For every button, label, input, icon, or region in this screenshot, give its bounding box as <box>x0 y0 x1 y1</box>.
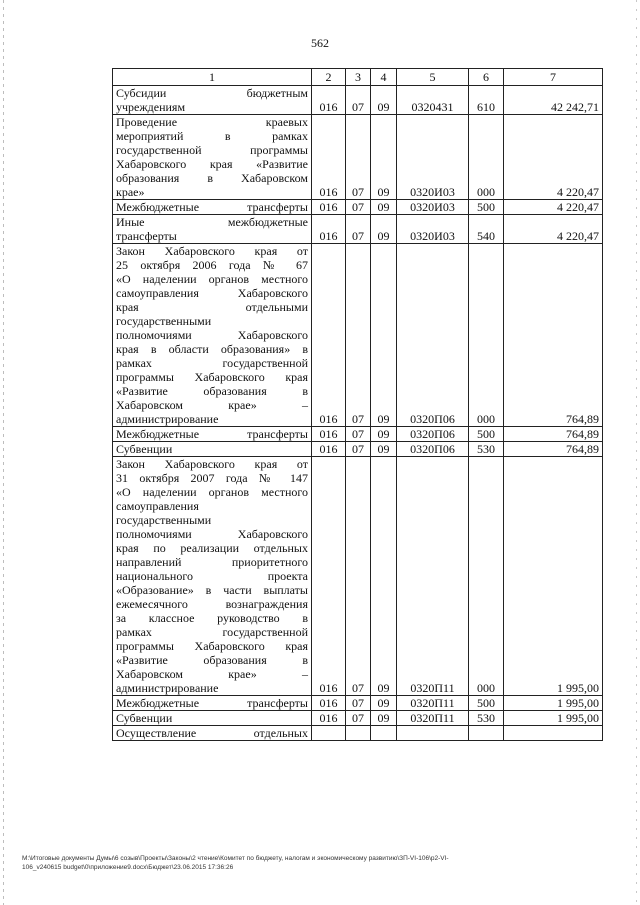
amount-cell: 1 995,00 <box>504 457 603 696</box>
subsection-code-cell: 09 <box>371 200 397 215</box>
header-cell: 6 <box>469 69 504 86</box>
table-row <box>113 86 603 115</box>
target-article-cell: 0320П11 <box>397 457 469 696</box>
expense-type-cell: 500 <box>469 427 504 442</box>
description-line: Осуществление отдельных <box>116 726 308 740</box>
ministry-code-cell: 016 <box>312 427 346 442</box>
section-code-cell: 07 <box>346 427 371 442</box>
table-row <box>113 442 603 457</box>
header-cell: 3 <box>346 69 371 86</box>
table-row <box>113 200 603 215</box>
ministry-code-cell: 016 <box>312 215 346 244</box>
table-row <box>113 711 603 726</box>
description-line: Закон Хабаровского края от <box>116 457 308 471</box>
description-line: программы Хабаровского края <box>116 639 308 653</box>
budget-table <box>112 68 603 741</box>
scan-edge-left <box>3 0 4 905</box>
expense-type-cell: 000 <box>469 457 504 696</box>
description-line: самоуправления <box>116 499 199 513</box>
description-line: учреждениям <box>116 100 186 114</box>
expense-type-cell: 540 <box>469 215 504 244</box>
amount-cell: 1 995,00 <box>504 696 603 711</box>
section-code-cell: 07 <box>346 115 371 200</box>
description-line: государственной программы <box>116 143 308 157</box>
table-row <box>113 115 603 200</box>
section-code-cell: 07 <box>346 442 371 457</box>
description-line: ежемесячного вознаграждения <box>116 597 308 611</box>
description-line: «О наделении органов местного <box>116 272 308 286</box>
description-line: программы Хабаровского края <box>116 370 308 384</box>
target-article-cell: 0320П11 <box>397 711 469 726</box>
table-row <box>113 457 603 696</box>
description-line: Иные межбюджетные <box>116 215 308 229</box>
subsection-code-cell: 09 <box>371 696 397 711</box>
description-line: «Образование» в части выплаты <box>116 583 308 597</box>
header-cell: 7 <box>504 69 603 86</box>
target-article-cell: 0320И03 <box>397 215 469 244</box>
row-description <box>113 442 312 457</box>
description-line: администрирование <box>116 681 219 695</box>
section-code-cell: 07 <box>346 200 371 215</box>
header-cell: 2 <box>312 69 346 86</box>
description-line: рамках государственной <box>116 625 308 639</box>
subsection-code-cell: 09 <box>371 457 397 696</box>
description-line: трансферты <box>116 229 177 243</box>
target-article-cell: 0320И03 <box>397 115 469 200</box>
row-description <box>113 457 312 696</box>
expense-type-cell: 500 <box>469 696 504 711</box>
description-line: Межбюджетные трансферты <box>116 200 308 214</box>
row-description <box>113 215 312 244</box>
description-line: «О наделении органов местного <box>116 485 308 499</box>
file-path-footer <box>22 854 622 872</box>
footer-line: 106_v240615 budget\0\приложение9.docx\Бюджет\23.06.2015 17:36:26 <box>22 864 234 871</box>
ministry-code-cell: 016 <box>312 696 346 711</box>
target-article-cell: 0320П06 <box>397 442 469 457</box>
section-code-cell: 07 <box>346 711 371 726</box>
amount-cell: 4 220,47 <box>504 115 603 200</box>
description-line: Хабаровском крае» – <box>116 667 308 681</box>
section-code-cell: 07 <box>346 457 371 696</box>
description-line: Межбюджетные трансферты <box>116 696 308 710</box>
section-code-cell: 07 <box>346 244 371 427</box>
ministry-code-cell: 016 <box>312 200 346 215</box>
ministry-code-cell: 016 <box>312 457 346 696</box>
description-line: Проведение краевых <box>116 115 308 129</box>
description-line: края отдельными <box>116 300 308 314</box>
expense-type-cell: 610 <box>469 86 504 115</box>
target-article-cell <box>397 726 469 741</box>
header-cell: 4 <box>371 69 397 86</box>
subsection-code-cell: 09 <box>371 115 397 200</box>
description-line: Субвенции <box>116 711 173 725</box>
description-line: Хабаровском крае» – <box>116 398 308 412</box>
row-description <box>113 244 312 427</box>
description-line: Субвенции <box>116 442 173 456</box>
description-line: государственными <box>116 513 212 527</box>
ministry-code-cell <box>312 726 346 741</box>
amount-cell: 42 242,71 <box>504 86 603 115</box>
target-article-cell: 0320431 <box>397 86 469 115</box>
description-line: за классное руководство в <box>116 611 308 625</box>
row-description <box>113 696 312 711</box>
expense-type-cell: 000 <box>469 244 504 427</box>
row-description <box>113 115 312 200</box>
target-article-cell: 0320П06 <box>397 244 469 427</box>
description-line: Субсидии бюджетным <box>116 86 308 100</box>
section-code-cell: 07 <box>346 215 371 244</box>
description-line: края в области образования» в <box>116 342 308 356</box>
description-line: края по реализации отдельных <box>116 541 308 555</box>
description-line: мероприятий в рамках <box>116 129 308 143</box>
description-line: Хабаровского края «Развитие <box>116 157 308 171</box>
row-description <box>113 200 312 215</box>
subsection-code-cell: 09 <box>371 215 397 244</box>
description-line: национального проекта <box>116 569 308 583</box>
description-line: «Развитие образования в <box>116 384 308 398</box>
amount-cell: 764,89 <box>504 427 603 442</box>
row-description <box>113 427 312 442</box>
description-line: полномочиями Хабаровского <box>116 328 308 342</box>
ministry-code-cell: 016 <box>312 711 346 726</box>
table-row <box>113 726 603 741</box>
subsection-code-cell: 09 <box>371 244 397 427</box>
description-line: образования в Хабаровском <box>116 171 308 185</box>
table-row <box>113 244 603 427</box>
target-article-cell: 0320П06 <box>397 427 469 442</box>
subsection-code-cell <box>371 726 397 741</box>
row-description <box>113 711 312 726</box>
amount-cell: 764,89 <box>504 442 603 457</box>
table-row <box>113 696 603 711</box>
expense-type-cell <box>469 726 504 741</box>
description-line: 31 октября 2007 года № 147 <box>116 471 308 485</box>
description-line: самоуправления Хабаровского <box>116 286 308 300</box>
amount-cell: 4 220,47 <box>504 215 603 244</box>
row-description <box>113 726 312 741</box>
subsection-code-cell: 09 <box>371 86 397 115</box>
amount-cell: 1 995,00 <box>504 711 603 726</box>
expense-type-cell: 000 <box>469 115 504 200</box>
row-description <box>113 86 312 115</box>
description-line: государственными <box>116 314 212 328</box>
header-cell: 5 <box>397 69 469 86</box>
section-code-cell <box>346 726 371 741</box>
amount-cell: 764,89 <box>504 244 603 427</box>
description-line: администрирование <box>116 412 219 426</box>
description-line: 25 октября 2006 года № 67 <box>116 258 308 272</box>
description-line: Межбюджетные трансферты <box>116 427 308 441</box>
amount-cell: 4 220,47 <box>504 200 603 215</box>
description-line: рамках государственной <box>116 356 308 370</box>
section-code-cell: 07 <box>346 696 371 711</box>
ministry-code-cell: 016 <box>312 244 346 427</box>
expense-type-cell: 500 <box>469 200 504 215</box>
expense-type-cell: 530 <box>469 442 504 457</box>
page-number: 562 <box>311 36 329 50</box>
table-row <box>113 427 603 442</box>
scan-edge-right <box>636 0 637 905</box>
ministry-code-cell: 016 <box>312 442 346 457</box>
description-line: крае» <box>116 185 145 199</box>
footer-line: М:\Итоговые документы Думы\6 созыв\Проекты\Законы\2 чтение\Комитет по бюджету, налогам и экономическому развитию\ЗП-VI-106\р2-VI- <box>22 855 449 862</box>
subsection-code-cell: 09 <box>371 427 397 442</box>
target-article-cell: 0320П11 <box>397 696 469 711</box>
subsection-code-cell: 09 <box>371 711 397 726</box>
description-line: полномочиями Хабаровского <box>116 527 308 541</box>
target-article-cell: 0320И03 <box>397 200 469 215</box>
amount-cell <box>504 726 603 741</box>
description-line: Закон Хабаровского края от <box>116 244 308 258</box>
header-cell: 1 <box>113 69 312 86</box>
description-line: «Развитие образования в <box>116 653 308 667</box>
table-row <box>113 215 603 244</box>
section-code-cell: 07 <box>346 86 371 115</box>
subsection-code-cell: 09 <box>371 442 397 457</box>
table-header-row <box>113 69 603 86</box>
description-line: направлений приоритетного <box>116 555 308 569</box>
ministry-code-cell: 016 <box>312 115 346 200</box>
expense-type-cell: 530 <box>469 711 504 726</box>
ministry-code-cell: 016 <box>312 86 346 115</box>
